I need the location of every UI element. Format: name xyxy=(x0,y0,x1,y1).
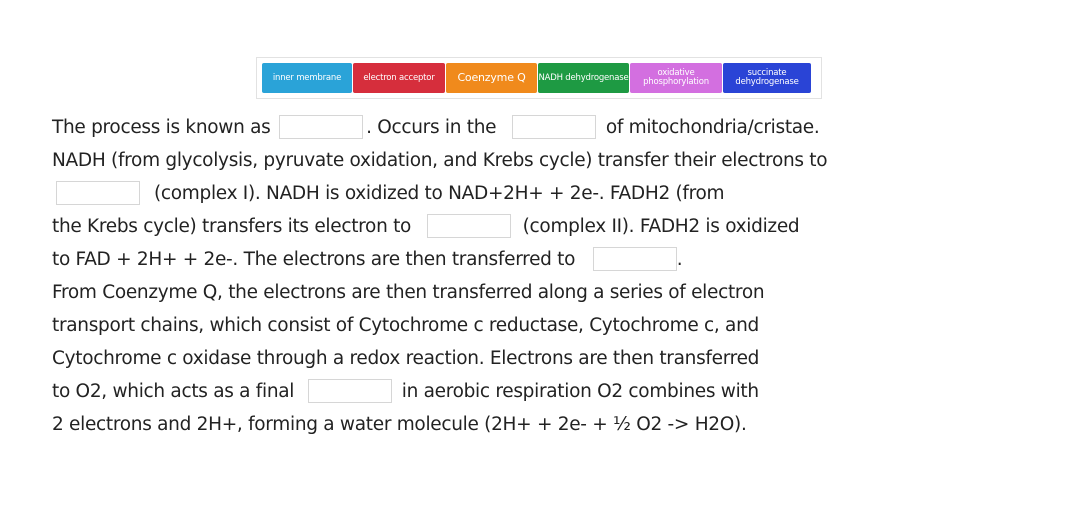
passage-text: to O2, which acts as a final xyxy=(52,381,295,402)
passage-text: The process is known as xyxy=(52,117,271,138)
passage-line xyxy=(52,309,1052,342)
passage-line xyxy=(52,243,1052,276)
fill-in-passage xyxy=(52,111,1052,441)
passage-line xyxy=(52,177,1052,210)
chip-coenzyme-q[interactable]: Coenzyme Q xyxy=(446,63,537,93)
passage-text: . xyxy=(676,249,683,270)
passage-line xyxy=(52,375,1052,408)
passage-line xyxy=(52,144,1052,177)
passage-line xyxy=(52,342,1052,375)
drop-blank-1[interactable] xyxy=(279,115,363,139)
chip-nadh-dehydrogenase[interactable]: NADH dehydrogenase xyxy=(538,63,629,93)
passage-text: From Coenzyme Q, the electrons are then transferred along a series of electron xyxy=(52,282,765,303)
passage-text: Cytochrome c oxidase through a redox reaction. Electrons are then transferred xyxy=(52,348,760,369)
chip-oxidative-phosphorylation[interactable]: oxidative phosphorylation xyxy=(630,63,722,93)
passage-line xyxy=(52,111,1052,144)
drop-blank-4[interactable] xyxy=(427,214,511,238)
passage-text: . Occurs in the xyxy=(366,117,497,138)
chip-succinate-dehydrogenase[interactable]: succinate dehydrogenase xyxy=(723,63,811,93)
answer-chip-bank xyxy=(256,57,822,99)
drop-blank-5[interactable] xyxy=(593,247,677,271)
passage-text: NADH (from glycolysis, pyruvate oxidation, and Krebs cycle) transfer their electrons to xyxy=(52,150,828,171)
passage-text: 2 electrons and 2H+, forming a water molecule (2H+ + 2e- + ½ O2 -> H2O). xyxy=(52,414,747,435)
passage-text: of mitochondria/cristae. xyxy=(605,117,820,138)
passage-line xyxy=(52,210,1052,243)
passage-text: (complex II). FADH2 is oxidized xyxy=(522,216,800,237)
passage-text: transport chains, which consist of Cytochrome c reductase, Cytochrome c, and xyxy=(52,315,759,336)
passage-text: the Krebs cycle) transfers its electron to xyxy=(52,216,412,237)
drop-blank-3[interactable] xyxy=(56,181,140,205)
passage-text: in aerobic respiration O2 combines with xyxy=(401,381,759,402)
passage-line xyxy=(52,276,1052,309)
drop-blank-6[interactable] xyxy=(308,379,392,403)
passage-text: to FAD + 2H+ + 2e-. The electrons are then transferred to xyxy=(52,249,576,270)
passage-text: (complex I). NADH is oxidized to NAD+2H+ + 2e-. FADH2 (from xyxy=(154,183,725,204)
drop-blank-2[interactable] xyxy=(512,115,596,139)
chip-electron-acceptor[interactable]: electron acceptor xyxy=(353,63,445,93)
chip-inner-membrane[interactable]: inner membrane xyxy=(262,63,352,93)
passage-line xyxy=(52,408,1052,441)
